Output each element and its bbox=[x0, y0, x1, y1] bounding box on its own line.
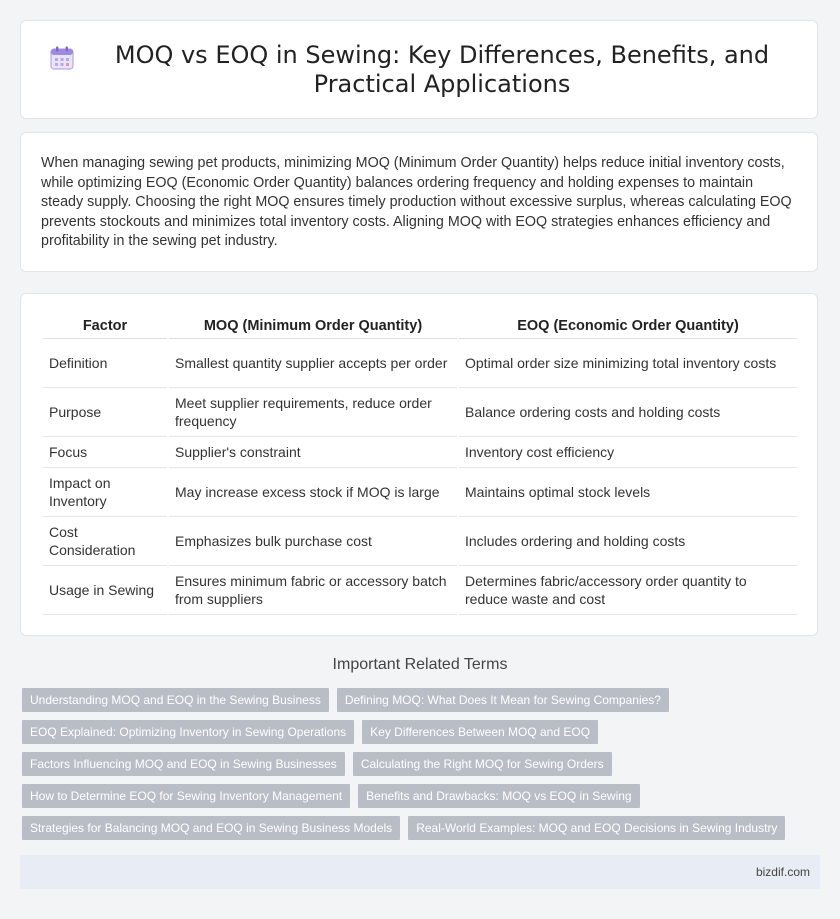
table-cell: Maintains optimal stock levels bbox=[459, 468, 797, 517]
related-term-link[interactable]: EOQ Explained: Optimizing Inventory in Sewing Operations bbox=[22, 720, 354, 744]
table-cell: Purpose bbox=[43, 388, 167, 437]
column-header: EOQ (Economic Order Quantity) bbox=[459, 316, 797, 339]
table-cell: Ensures minimum fabric or accessory batch from suppliers bbox=[169, 566, 457, 615]
calendar-icon bbox=[49, 45, 75, 71]
table-cell: Optimal order size minimizing total inventory costs bbox=[459, 339, 797, 388]
table-row bbox=[43, 388, 797, 437]
tag-row bbox=[22, 720, 802, 744]
related-term-link[interactable]: Factors Influencing MOQ and EOQ in Sewing Businesses bbox=[22, 752, 345, 776]
table-cell: Focus bbox=[43, 437, 167, 468]
intro-text: When managing sewing pet products, minimizing MOQ (Minimum Order Quantity) helps reduce initial inventory costs, while optimizing EOQ (Economic Order Quantity) balances ordering frequency and holding expenses to maintain steady supply. Choosing the right MOQ ensures timely production without excessive surplus, whereas calculating EOQ prevents stockouts and minimizes total inventory costs. Aligning MOQ with EOQ strategies enhances efficiency and profitability in the sewing pet industry. bbox=[41, 155, 792, 249]
related-term-link[interactable]: Understanding MOQ and EOQ in the Sewing Business bbox=[22, 688, 329, 712]
table-row bbox=[43, 468, 797, 517]
table-cell: Supplier's constraint bbox=[169, 437, 457, 468]
comparison-table-card bbox=[20, 293, 818, 636]
related-term-link[interactable]: Key Differences Between MOQ and EOQ bbox=[362, 720, 598, 744]
table-cell: Cost Consideration bbox=[43, 517, 167, 566]
table-cell: Inventory cost efficiency bbox=[459, 437, 797, 468]
header-card bbox=[20, 20, 818, 119]
related-term-link[interactable]: Benefits and Drawbacks: MOQ vs EOQ in Sewing bbox=[358, 784, 639, 808]
intro-card bbox=[20, 132, 818, 272]
related-term-link[interactable]: Real-World Examples: MOQ and EOQ Decisions in Sewing Industry bbox=[408, 816, 785, 840]
title-wrap bbox=[49, 41, 789, 99]
table-cell: Includes ordering and holding costs bbox=[459, 517, 797, 566]
tag-row bbox=[22, 688, 802, 712]
related-terms-list bbox=[22, 688, 802, 848]
table-cell: Determines fabric/accessory order quantity to reduce waste and cost bbox=[459, 566, 797, 615]
table-cell: Emphasizes bulk purchase cost bbox=[169, 517, 457, 566]
footer-brand[interactable]: bizdif.com bbox=[755, 865, 810, 879]
table-row bbox=[43, 437, 797, 468]
related-term-link[interactable]: Defining MOQ: What Does It Mean for Sewing Companies? bbox=[337, 688, 669, 712]
tag-row bbox=[22, 752, 802, 776]
table-row bbox=[43, 566, 797, 615]
related-term-link[interactable]: Calculating the Right MOQ for Sewing Orders bbox=[353, 752, 612, 776]
tag-row bbox=[22, 816, 802, 840]
table-cell: Balance ordering costs and holding costs bbox=[459, 388, 797, 437]
table-cell: Meet supplier requirements, reduce order frequency bbox=[169, 388, 457, 437]
related-term-link[interactable]: How to Determine EOQ for Sewing Inventory Management bbox=[22, 784, 350, 808]
tag-row bbox=[22, 784, 802, 808]
table-row bbox=[43, 339, 797, 388]
comparison-table bbox=[41, 316, 799, 615]
table-cell: Usage in Sewing bbox=[43, 566, 167, 615]
page-title: MOQ vs EOQ in Sewing: Key Differences, Benefits, and Practical Applications bbox=[114, 40, 770, 98]
column-header: MOQ (Minimum Order Quantity) bbox=[169, 316, 457, 339]
table-cell: Impact on Inventory bbox=[43, 468, 167, 517]
table-row bbox=[43, 517, 797, 566]
table-cell: May increase excess stock if MOQ is large bbox=[169, 468, 457, 517]
table-cell: Definition bbox=[43, 339, 167, 388]
footer bbox=[20, 855, 820, 889]
related-terms-title: Important Related Terms bbox=[332, 656, 508, 673]
column-header: Factor bbox=[43, 316, 167, 339]
related-term-link[interactable]: Strategies for Balancing MOQ and EOQ in Sewing Business Models bbox=[22, 816, 400, 840]
table-cell: Smallest quantity supplier accepts per order bbox=[169, 339, 457, 388]
table-header-row bbox=[43, 316, 797, 339]
